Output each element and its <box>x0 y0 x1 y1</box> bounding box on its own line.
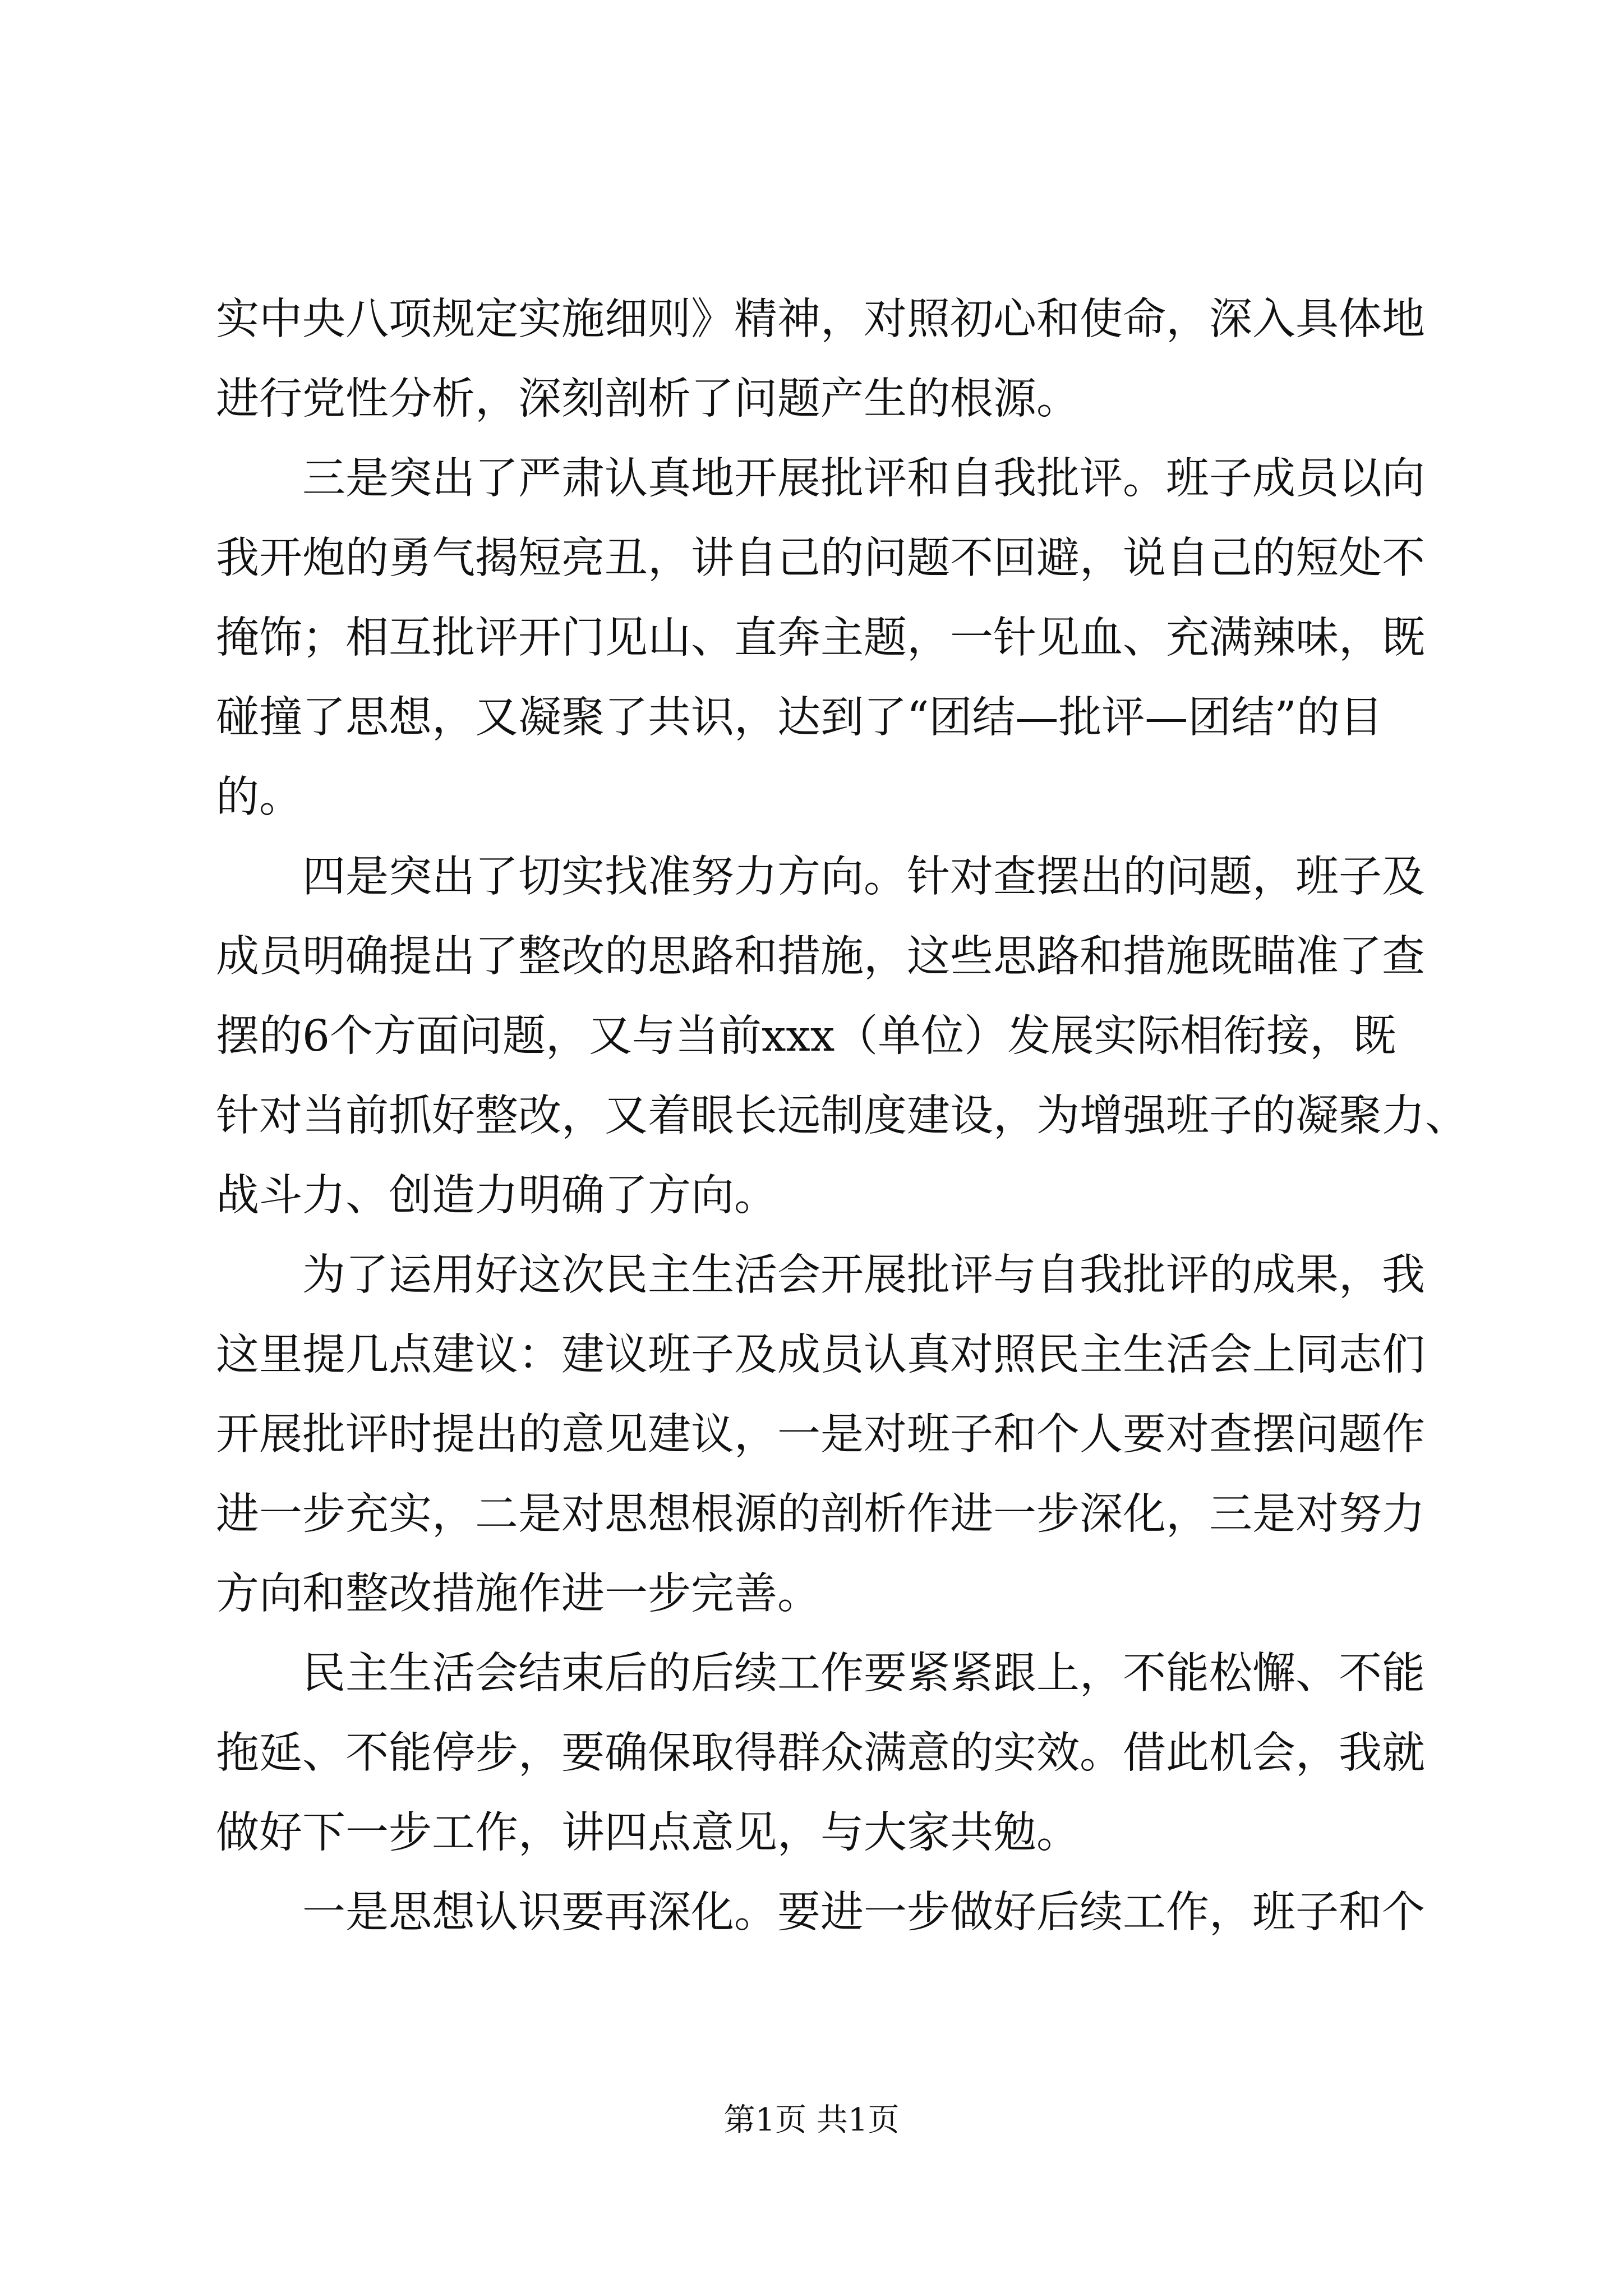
paragraph-first-line: 一是思想认识要再深化。要进一步做好后续工作，班子和个 <box>302 1888 1425 1938</box>
text-line: 我开炮的勇气揭短亮丑，讲自己的问题不回避，说自己的短处不 <box>216 533 1425 583</box>
text-line: 碰撞了思想，又凝聚了共识，达到了“团结—批评—团结”的目 <box>216 693 1383 743</box>
text-line: 摆的6个方面问题，又与当前xxx（单位）发展实际相衔接，既 <box>216 1011 1396 1061</box>
text-line: 实中央八项规定实施细则》精神，对照初心和使命，深入具体地 <box>216 295 1425 344</box>
text-line: 成员明确提出了整改的思路和措施，这些思路和措施既瞄准了查 <box>216 932 1425 982</box>
text-line: 针对当前抓好整改，又着眼长远制度建设，为增强班子的凝聚力、 <box>216 1091 1468 1141</box>
paragraph-first-line: 三是突出了严肃认真地开展批评和自我批评。班子成员以向 <box>302 454 1425 504</box>
page-number-footer: 第1页 共1页 <box>723 2102 900 2138</box>
text-line: 掩饰；相互批评开门见山、直奔主题，一针见血、充满辣味，既 <box>216 613 1425 663</box>
text-line: 战斗力、创造力明确了方向。 <box>216 1171 777 1221</box>
text-line: 开展批评时提出的意见建议，一是对班子和个人要对查摆问题作 <box>216 1410 1425 1460</box>
paragraph-first-line: 为了运用好这次民主生活会开展批评与自我批评的成果，我 <box>302 1250 1425 1300</box>
text-line: 方向和整改措施作进一步完善。 <box>216 1569 820 1619</box>
paragraph-first-line: 四是突出了切实找准努力方向。针对查摆出的问题，班子及 <box>302 852 1425 902</box>
text-line: 的。 <box>216 772 302 822</box>
paragraph-first-line: 民主生活会结束后的后续工作要紧紧跟上，不能松懈、不能 <box>302 1649 1425 1699</box>
text-line: 拖延、不能停步，要确保取得群众满意的实效。借此机会，我就 <box>216 1728 1425 1778</box>
text-line: 这里提几点建议：建议班子及成员认真对照民主生活会上同志们 <box>216 1330 1425 1380</box>
text-line: 进一步充实，二是对思想根源的剖析作进一步深化，三是对努力 <box>216 1489 1425 1539</box>
text-line: 进行党性分析，深刻剖析了问题产生的根源。 <box>216 374 1080 424</box>
text-line: 做好下一步工作，讲四点意见，与大家共勉。 <box>216 1808 1080 1858</box>
